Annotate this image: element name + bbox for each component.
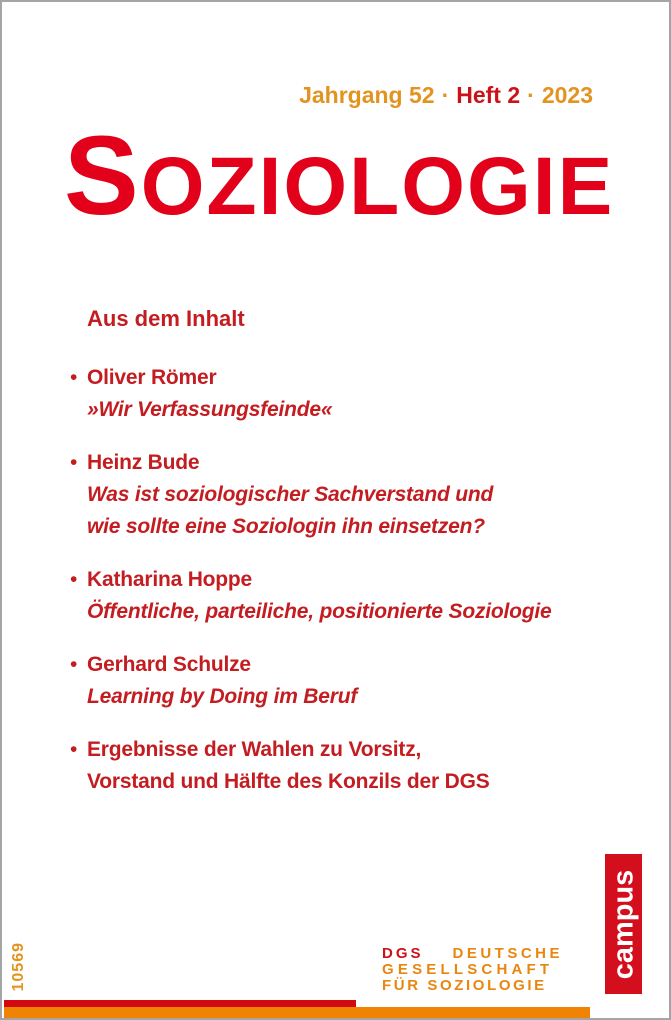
campus-logo — [605, 854, 642, 994]
bullet-icon: • — [70, 568, 78, 591]
issue-line — [299, 82, 593, 109]
toc-item — [72, 734, 552, 798]
campus-logo-label: campus — [607, 869, 640, 979]
dgs-logo-row: GESELLSCHAFT — [382, 961, 554, 978]
dgs-logo — [382, 946, 563, 994]
toc-article-title: Öffentliche, parteiliche, positionierte Soziologie — [87, 600, 552, 623]
toc-author: Heinz Bude — [87, 451, 200, 474]
dgs-logo-row — [382, 946, 563, 962]
dgs-word: DEUTSCHE — [452, 945, 563, 962]
contents-heading: Aus dem Inhalt — [87, 306, 245, 331]
toc-article-title: wie sollte eine Soziologin ihn einsetzen? — [87, 515, 485, 538]
dgs-logo-row: FÜR SOZIOLOGIE — [382, 977, 547, 994]
issue-year: 2023 — [541, 82, 593, 108]
toc-article-title: Learning by Doing im Beruf — [87, 685, 358, 708]
bullet-icon: • — [70, 653, 78, 676]
bottom-orange-bar — [4, 1007, 590, 1020]
bottom-red-bar — [4, 1000, 356, 1007]
journal-title: SOZIOLOGIE — [64, 113, 615, 238]
toc-article-title: »Wir Verfassungsfeinde« — [87, 398, 333, 421]
toc-item — [72, 447, 552, 543]
bullet-icon: • — [70, 366, 78, 389]
toc-author: Gerhard Schulze — [87, 653, 251, 676]
dgs-abbr: DGS — [382, 945, 424, 962]
toc-author: Oliver Römer — [87, 366, 217, 389]
toc-entry-text: Vorstand und Hälfte des Konzils der DGS — [87, 770, 490, 793]
issue-volume: Jahrgang 52 — [299, 82, 435, 108]
table-of-contents — [72, 306, 552, 819]
bullet-icon: • — [70, 451, 78, 474]
issue-separator: · — [441, 82, 450, 108]
toc-entry-text: Ergebnisse der Wahlen zu Vorsitz, — [87, 738, 422, 761]
toc-author: Katharina Hoppe — [87, 568, 253, 591]
toc-item — [72, 564, 552, 628]
toc-item — [72, 649, 552, 713]
toc-article-title: Was ist soziologischer Sachverstand und — [87, 483, 494, 506]
issue-separator: · — [527, 82, 535, 108]
issue-number: Heft 2 — [456, 82, 521, 108]
order-code-vertical: 10569 — [10, 942, 27, 992]
bullet-icon: • — [70, 738, 78, 761]
toc-item — [72, 362, 552, 426]
